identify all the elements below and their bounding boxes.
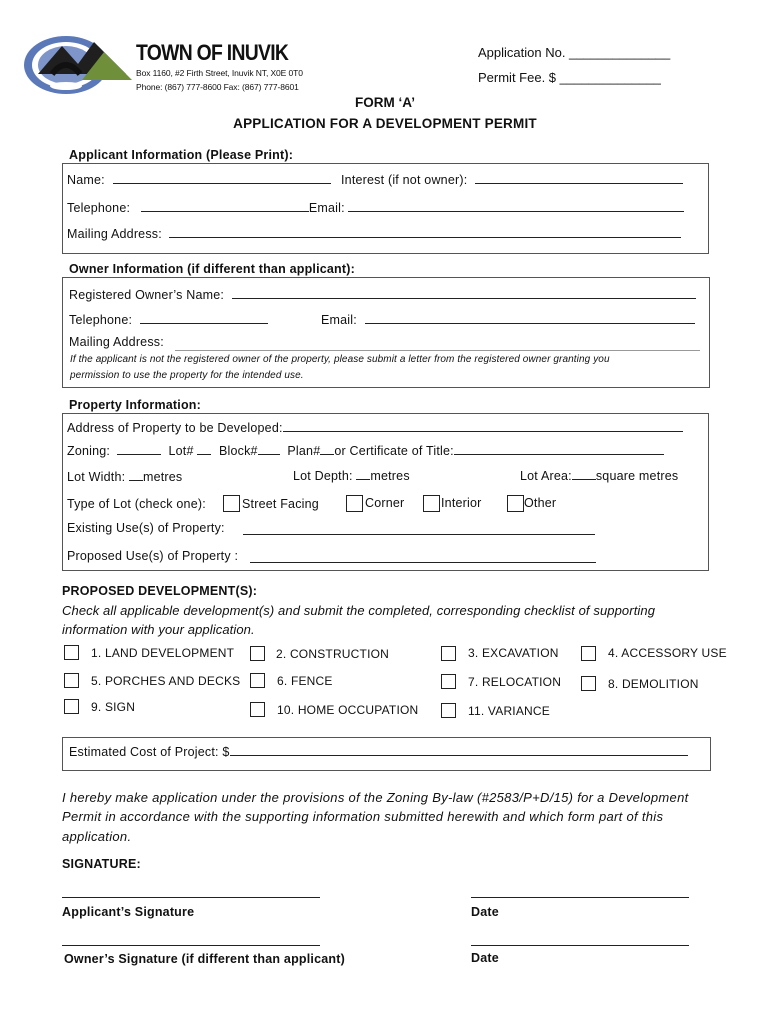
lot-depth-unit: metres <box>370 469 410 483</box>
lot-type-street-facing-checkbox[interactable] <box>223 495 240 512</box>
home-occupation-label: 10. HOME OCCUPATION <box>277 703 419 717</box>
block-field[interactable] <box>258 444 280 455</box>
lot-width-field[interactable] <box>129 470 143 481</box>
zoning-row <box>67 444 664 458</box>
org-name: TOWN OF INUVIK <box>136 40 289 65</box>
owner-note-line1: If the applicant is not the registered owner of the property, please submit a letter from the registered owner granting you <box>70 354 610 365</box>
email-label: Email: <box>308 201 345 215</box>
lot-area-unit: square metres <box>595 469 679 483</box>
lot-width-row <box>67 470 182 484</box>
applicant-name-row <box>67 173 331 187</box>
applicant-telephone-field[interactable] <box>141 201 309 212</box>
owner-email-label: Email: <box>321 313 357 327</box>
lot-width-label: Lot Width: <box>67 470 126 484</box>
owner-email-row <box>321 313 695 327</box>
applicant-mailing-row <box>67 227 681 241</box>
form-label: FORM ‘A’ <box>355 95 415 110</box>
lot-depth-row <box>293 469 410 483</box>
construction-checkbox[interactable] <box>250 646 265 661</box>
applicant-date-line[interactable] <box>471 897 689 898</box>
accessory-use-checkbox[interactable] <box>581 646 596 661</box>
owner-mailing-label: Mailing Address: <box>69 335 164 349</box>
telephone-label: Telephone: <box>67 201 131 215</box>
owner-mailing-row <box>69 335 164 349</box>
lot-type-street-facing-label: Street Facing <box>242 497 319 511</box>
property-address-field[interactable] <box>283 421 683 432</box>
cost-label: Estimated Cost of Project: $ <box>69 745 230 759</box>
lot-type-interior-label: Interior <box>441 496 482 510</box>
construction-label: 2. CONSTRUCTION <box>276 647 390 661</box>
owner-telephone-label: Telephone: <box>69 313 133 327</box>
cost-row <box>69 745 688 759</box>
applicant-email-field[interactable] <box>348 201 684 212</box>
owner-email-field[interactable] <box>365 313 695 324</box>
lot-label: Lot# <box>168 444 194 458</box>
fence-checkbox[interactable] <box>250 673 265 688</box>
porches-decks-label: 5. PORCHES AND DECKS <box>91 674 241 688</box>
owner-signature-line[interactable] <box>62 945 320 946</box>
lot-area-field[interactable] <box>572 469 596 480</box>
proposed-use-field[interactable] <box>250 562 596 563</box>
title-label: or Certificate of Title: <box>334 444 454 458</box>
land-development-checkbox[interactable] <box>64 645 79 660</box>
variance-label: 11. VARIANCE <box>468 704 550 718</box>
registered-owner-field[interactable] <box>232 288 696 299</box>
plan-label: Plan# <box>287 444 321 458</box>
declaration-line1: I hereby make application under the provisions of the Zoning By-law (#2583/P+D/15) for a Development <box>62 790 689 805</box>
lot-area-row <box>520 469 678 483</box>
development-instruction-line1: Check all applicable development(s) and submit the completed, corresponding checklist of supporting <box>62 603 656 618</box>
applicant-name-field[interactable] <box>113 173 331 184</box>
demolition-label: 8. DEMOLITION <box>608 677 699 691</box>
fence-label: 6. FENCE <box>277 674 333 688</box>
development-heading: PROPOSED DEVELOPMENT(S): <box>62 584 258 598</box>
owner-date-line[interactable] <box>471 945 689 946</box>
zoning-field[interactable] <box>117 444 161 455</box>
accessory-use-label: 4. ACCESSORY USE <box>608 646 727 660</box>
applicant-mailing-field[interactable] <box>169 227 681 238</box>
org-contact: Phone: (867) 777-8600 Fax: (867) 777-8601 <box>136 82 299 92</box>
owner-date-label: Date <box>471 951 499 965</box>
land-development-label: 1. LAND DEVELOPMENT <box>91 646 235 660</box>
owner-signature-label: Owner’s Signature (if different than applicant) <box>64 952 345 966</box>
property-heading: Property Information: <box>69 398 201 412</box>
block-label: Block# <box>218 444 258 458</box>
interest-row <box>341 173 683 187</box>
owner-telephone-field[interactable] <box>140 313 268 324</box>
registered-owner-label: Registered Owner’s Name: <box>69 288 225 302</box>
lot-field[interactable] <box>197 444 211 455</box>
lot-type-interior-checkbox[interactable] <box>423 495 440 512</box>
lot-depth-field[interactable] <box>356 469 370 480</box>
name-label: Name: <box>67 173 105 187</box>
applicant-date-label: Date <box>471 905 499 919</box>
owner-phone-row <box>69 313 268 327</box>
lot-type-corner-label: Corner <box>365 496 405 510</box>
owner-mailing-field[interactable] <box>175 350 700 351</box>
declaration-line2: Permit in accordance with the supporting information submitted herewith and which form part of this <box>62 809 664 824</box>
demolition-checkbox[interactable] <box>581 676 596 691</box>
title-field[interactable] <box>454 444 664 455</box>
lot-type-other-label: Other <box>524 496 557 510</box>
application-number-field[interactable]: Application No. ______________ <box>478 45 671 60</box>
declaration-line3: application. <box>62 829 132 844</box>
signature-heading: SIGNATURE: <box>62 857 141 871</box>
lot-type-corner-checkbox[interactable] <box>346 495 363 512</box>
lot-area-label: Lot Area: <box>520 469 572 483</box>
proposed-use-label: Proposed Use(s) of Property : <box>67 549 239 563</box>
porches-decks-checkbox[interactable] <box>64 673 79 688</box>
permit-fee-field[interactable]: Permit Fee. $ ______________ <box>478 70 661 85</box>
relocation-label: 7. RELOCATION <box>468 675 562 689</box>
existing-use-label: Existing Use(s) of Property: <box>67 521 225 535</box>
lot-depth-label: Lot Depth: <box>293 469 353 483</box>
lot-width-unit: metres <box>142 470 183 484</box>
property-address-label: Address of Property to be Developed: <box>67 421 283 435</box>
lot-type-other-checkbox[interactable] <box>507 495 524 512</box>
plan-field[interactable] <box>320 444 334 455</box>
zoning-label: Zoning: <box>67 444 111 458</box>
owner-name-row <box>69 288 696 302</box>
owner-heading: Owner Information (if different than applicant): <box>69 262 355 276</box>
mailing-label: Mailing Address: <box>67 227 162 241</box>
applicant-signature-line[interactable] <box>62 897 320 898</box>
excavation-checkbox[interactable] <box>441 646 456 661</box>
form-title: APPLICATION FOR A DEVELOPMENT PERMIT <box>233 116 537 131</box>
excavation-label: 3. EXCAVATION <box>468 646 559 660</box>
development-instruction-line2: information with your application. <box>62 622 255 637</box>
property-address-row <box>67 421 683 435</box>
existing-use-field[interactable] <box>243 534 595 535</box>
org-address: Box 1160, #2 Firth Street, Inuvik NT, X0E 0T0 <box>136 68 303 78</box>
cost-field[interactable] <box>230 745 688 756</box>
applicant-signature-label: Applicant’s Signature <box>62 905 195 919</box>
sign-checkbox[interactable] <box>64 699 79 714</box>
relocation-checkbox[interactable] <box>441 674 456 689</box>
property-section <box>62 413 709 571</box>
interest-label: Interest (if not owner): <box>341 173 468 187</box>
town-logo <box>22 34 134 96</box>
variance-checkbox[interactable] <box>441 703 456 718</box>
lot-type-label: Type of Lot (check one): <box>67 497 206 511</box>
applicant-phone-row <box>67 201 684 215</box>
home-occupation-checkbox[interactable] <box>250 702 265 717</box>
applicant-heading: Applicant Information (Please Print): <box>69 148 294 162</box>
owner-note-line2: permission to use the property for the intended use. <box>70 370 304 381</box>
sign-label: 9. SIGN <box>91 700 136 714</box>
interest-field[interactable] <box>475 173 683 184</box>
